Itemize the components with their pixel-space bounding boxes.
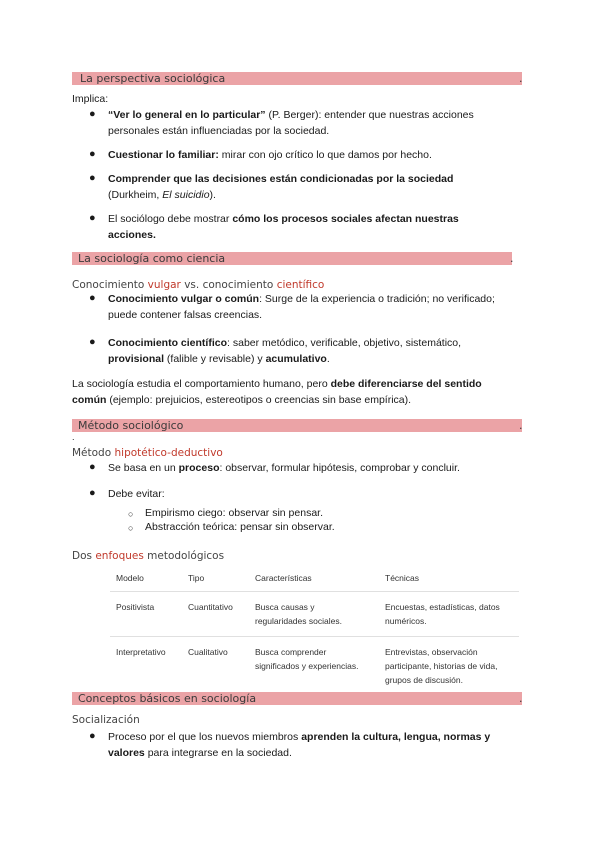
bullet-icon: ● — [89, 148, 96, 160]
highlight-text: enfoques — [95, 550, 144, 562]
section-title-perspectiva: La perspectiva sociológica — [80, 72, 226, 85]
subheading-metodo — [72, 447, 223, 459]
circle-bullet-icon: ○ — [128, 523, 134, 533]
bullet-icon: ● — [89, 487, 96, 499]
bullet-icon: ● — [89, 172, 96, 184]
highlight-text: hipotético-deductivo — [114, 447, 223, 459]
table-cell: Cualitativo — [188, 647, 228, 657]
sublist-item: Empirismo ciego: observar sin pensar. — [145, 507, 323, 519]
text: grupos de discusión. — [385, 675, 463, 685]
text: para integrarse en la sociedad. — [144, 746, 292, 759]
text: vs. conocimiento — [180, 279, 277, 291]
table-row — [110, 592, 519, 637]
bold-text: Cuestionar lo familiar: — [108, 149, 219, 161]
text: personales están influenciadas por la sociedad. — [108, 124, 330, 137]
subheading-conocimiento — [72, 279, 324, 291]
section-band-dot: . — [519, 72, 523, 85]
text: puede contener falsas creencias. — [108, 308, 263, 321]
text: regularidades sociales. — [255, 616, 342, 626]
stray-dot: . — [72, 432, 75, 442]
bold-text: Conocimiento vulgar o común — [108, 293, 260, 305]
list-item — [108, 292, 528, 323]
list-item — [108, 172, 528, 203]
bold-text: aprenden la cultura, lengua, normas y — [301, 731, 491, 743]
table-cell: Positivista — [110, 592, 182, 637]
table-row — [110, 637, 519, 696]
bullet-icon: ● — [89, 730, 96, 742]
table-cell — [249, 592, 379, 637]
perspectiva-intro: Implica: — [72, 93, 109, 105]
text: . — [326, 352, 330, 365]
text: Se basa en un — [108, 462, 179, 474]
subheading-socializacion: Socialización — [72, 714, 140, 726]
table-cell: Interpretativo — [116, 647, 166, 657]
text: Conocimiento — [72, 279, 148, 291]
text: (P. Berger): entender que nuestras acciones — [265, 109, 474, 121]
section-band-dot: . — [519, 692, 523, 705]
section-title-conceptos: Conceptos básicos en sociología — [78, 692, 257, 705]
circle-bullet-icon: ○ — [128, 509, 134, 519]
enfoques-table — [110, 569, 519, 695]
italic-text: El suicidio — [162, 188, 210, 201]
text: : saber metódico, verificable, objetivo, sistemático, — [227, 337, 462, 349]
text: El sociólogo debe mostrar — [108, 213, 233, 225]
paragraph — [72, 377, 532, 408]
section-band-dot: . — [519, 419, 523, 432]
table-cell — [249, 637, 379, 696]
table-cell: Cuantitativo — [182, 592, 249, 637]
section-title-ciencia: La sociología como ciencia — [78, 252, 226, 265]
section-title-metodo: Método sociológico — [78, 419, 184, 432]
bold-text: valores — [108, 746, 145, 759]
bold-text: debe diferenciarse del sentido — [330, 378, 482, 390]
text: (Durkheim, — [108, 188, 163, 201]
section-band-dot: . — [510, 252, 514, 265]
list-item — [108, 461, 528, 477]
bold-text: común — [72, 393, 107, 406]
text: Método — [72, 447, 115, 459]
text: Dos — [72, 550, 96, 562]
table-header: Técnicas — [379, 569, 519, 592]
list-item — [108, 730, 528, 761]
text: participante, historias de vida, — [385, 661, 498, 671]
bold-text: Conocimiento científico — [108, 337, 228, 349]
text: mirar con ojo crítico lo que damos por hecho. — [218, 149, 432, 161]
text: Busca causas y — [255, 602, 315, 612]
text: metodológicos — [143, 550, 225, 562]
subheading-enfoques — [72, 550, 224, 562]
text: : observar, formular hipótesis, comprobar y concluir. — [219, 462, 460, 474]
bullet-icon: ● — [89, 108, 96, 120]
table-cell — [379, 592, 519, 637]
bullet-icon: ● — [89, 292, 96, 304]
bullet-icon: ● — [89, 212, 96, 224]
text: significados y experiencias. — [255, 661, 359, 671]
bold-text: cómo los procesos sociales afectan nuestras — [232, 213, 459, 225]
text: Proceso por el que los nuevos miembros — [108, 731, 302, 743]
text: (falible y revisable) y — [164, 352, 266, 365]
text: ). — [209, 188, 216, 201]
text: La sociología estudia el comportamiento humano, pero — [72, 378, 331, 390]
table-header: Características — [249, 569, 379, 592]
bold-text: Comprender que las decisiones están condicionadas por la sociedad — [108, 173, 454, 185]
bold-text: provisional — [108, 352, 165, 365]
table-header-row — [110, 569, 519, 592]
table-cell — [379, 637, 519, 696]
text: : Surge de la experiencia o tradición; no verificado; — [259, 293, 495, 305]
bold-text: “Ver lo general en lo particular” — [108, 109, 266, 121]
highlight-text: vulgar — [147, 279, 181, 291]
sublist-item: Abstracción teórica: pensar sin observar. — [145, 521, 335, 533]
text: Encuestas, estadísticas, datos — [385, 602, 500, 612]
bullet-icon: ● — [89, 336, 96, 348]
list-item — [108, 108, 528, 139]
text: Entrevistas, observación — [385, 647, 478, 657]
bold-text: proceso — [178, 462, 220, 474]
bold-text: acciones. — [108, 228, 156, 241]
text: Busca comprender — [255, 647, 327, 657]
bold-text: acumulativo — [265, 352, 327, 365]
list-item: Debe evitar: — [108, 488, 165, 500]
text: (ejemplo: prejuicios, estereotipos o creencias sin base empírica). — [106, 393, 412, 406]
list-item — [108, 212, 528, 243]
table-header: Modelo — [110, 569, 182, 592]
list-item — [108, 336, 528, 367]
bullet-icon: ● — [89, 461, 96, 473]
table-header: Tipo — [182, 569, 249, 592]
text: numéricos. — [385, 616, 427, 626]
highlight-text: científico — [276, 279, 325, 291]
list-item — [108, 148, 528, 164]
